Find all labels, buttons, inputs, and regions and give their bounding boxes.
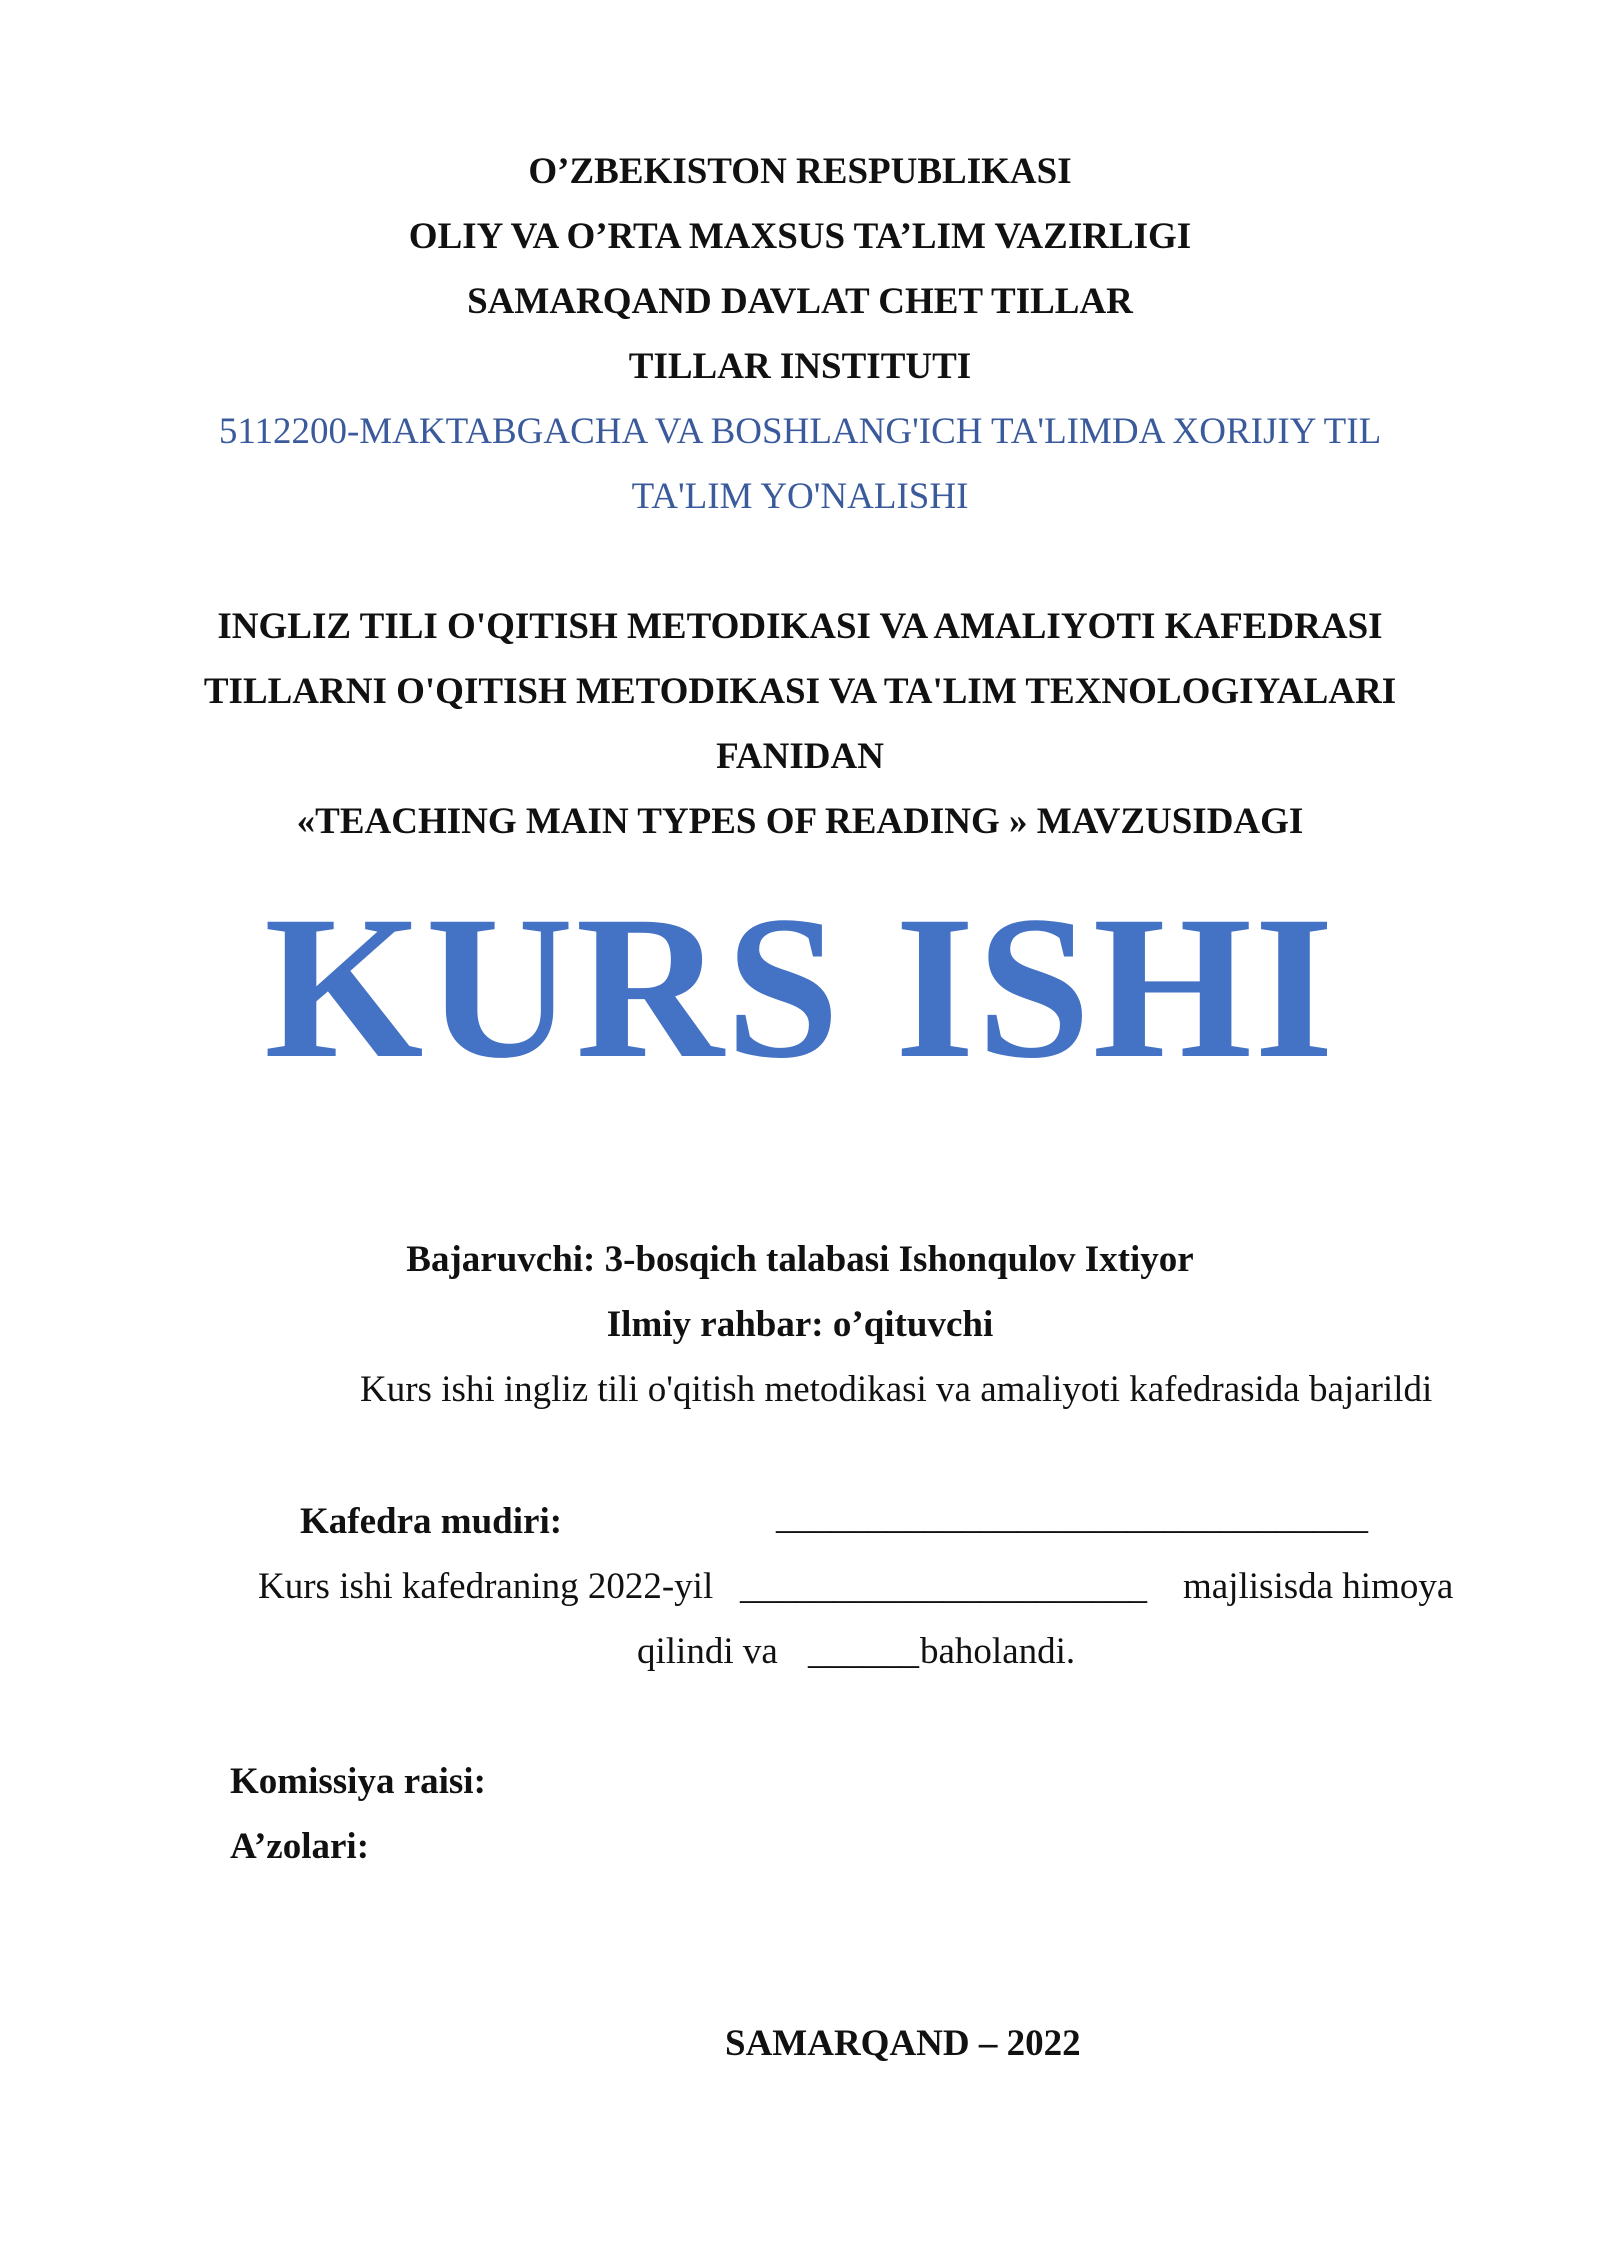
document-title: KURS ISHI bbox=[264, 874, 1336, 1101]
direction-line-2: TA'LIM YO'NALISHI bbox=[631, 476, 969, 517]
institute-heading: TILLAR INSTITUTI bbox=[628, 346, 972, 387]
commission-chair-label: Komissiya raisi: bbox=[230, 1761, 486, 1802]
department-head-label: Kafedra mudiri: bbox=[300, 1501, 563, 1542]
commission-members-label: A’zolari: bbox=[230, 1826, 370, 1867]
department-heading: INGLIZ TILI O'QITISH METODIKASI VA AMALIYOTI KAFEDRASI bbox=[217, 606, 1383, 647]
ministry-heading: OLIY VA O’RTA MAXSUS TA’LIM VAZIRLIGI bbox=[408, 216, 1192, 257]
defense-date-blank: ______________________ bbox=[740, 1566, 1147, 1607]
grade-prefix: qilindi va bbox=[637, 1631, 778, 1672]
supervisor-line: Ilmiy rahbar: o’qituvchi bbox=[606, 1304, 994, 1345]
subject-heading: TILLARNI O'QITISH METODIKASI VA TA'LIM TEXNOLOGIYALARI bbox=[203, 671, 1397, 712]
country-heading: O’ZBEKISTON RESPUBLIKASI bbox=[528, 151, 1072, 192]
direction-line-1: 5112200-MAKTABGACHA VA BOSHLANG'ICH TA'LIMDA XORIJIY TIL bbox=[218, 411, 1382, 452]
place-year: SAMARQAND – 2022 bbox=[725, 2023, 1081, 2064]
defense-prefix: Kurs ishi kafedraning 2022-yil bbox=[258, 1566, 714, 1607]
department-head-signature-line: ________________________________ bbox=[776, 1496, 1368, 1537]
subject-heading-suffix: FANIDAN bbox=[716, 736, 884, 777]
grade-blank: ______ bbox=[808, 1631, 919, 1672]
completion-note: Kurs ishi ingliz tili o'qitish metodikasi va amaliyoti kafedrasida bajarildi bbox=[360, 1369, 1433, 1410]
grade-suffix: baholandi. bbox=[920, 1631, 1076, 1672]
defense-suffix: majlisisda himoya bbox=[1183, 1566, 1454, 1607]
topic-heading: «TEACHING MAIN TYPES OF READING » MAVZUSIDAGI bbox=[296, 801, 1304, 842]
executor-line: Bajaruvchi: 3-bosqich talabasi Ishonqulov Ixtiyor bbox=[406, 1239, 1194, 1280]
university-heading: SAMARQAND DAVLAT CHET TILLAR bbox=[467, 281, 1133, 322]
